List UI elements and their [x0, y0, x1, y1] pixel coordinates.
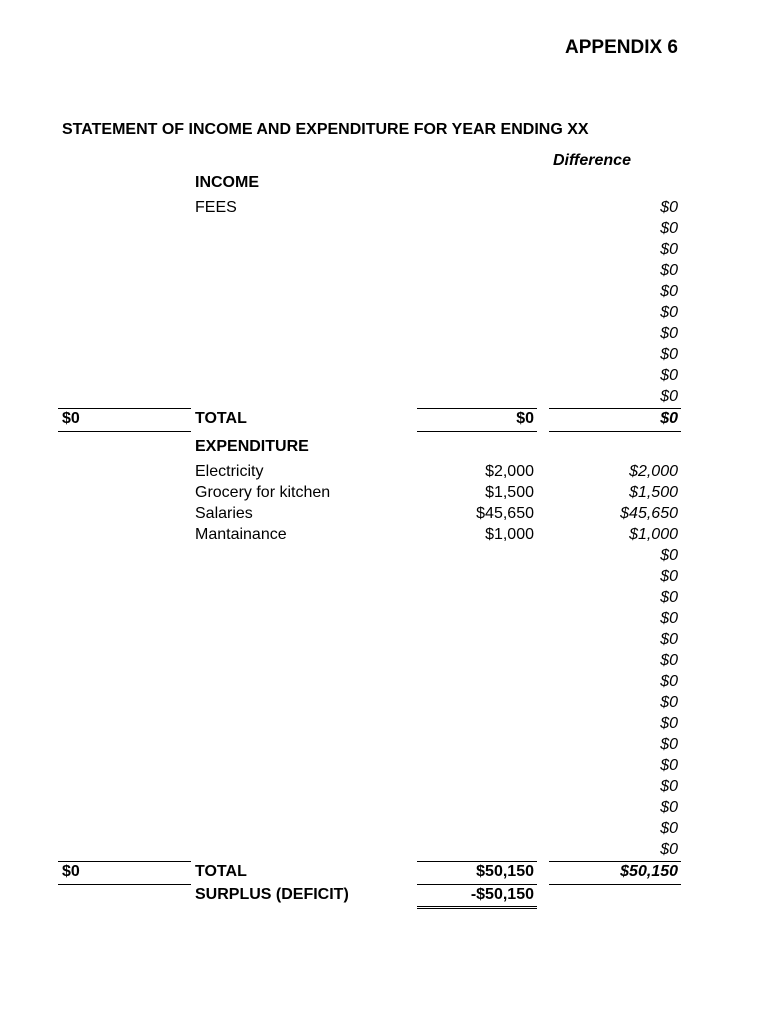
income-item-label: FEES: [195, 199, 237, 216]
income-total-label: TOTAL: [195, 410, 247, 427]
expenditure-item-difference: $0: [660, 694, 678, 711]
expenditure-item-difference: $0: [660, 799, 678, 816]
expenditure-item-difference: $0: [660, 547, 678, 564]
expenditure-item-difference: $0: [660, 673, 678, 690]
difference-header: Difference: [553, 152, 631, 169]
expenditure-item-difference: $0: [660, 610, 678, 627]
expenditure-item-label: Electricity: [195, 463, 264, 480]
expenditure-item-difference: $2,000: [629, 463, 678, 480]
expenditure-item-difference: $0: [660, 715, 678, 732]
income-heading: INCOME: [195, 174, 259, 191]
expenditure-item-difference: $1,000: [629, 526, 678, 543]
expenditure-item-difference: $0: [660, 589, 678, 606]
income-item-difference: $0: [660, 325, 678, 342]
income-total-left: $0: [62, 410, 80, 427]
income-item-difference: $0: [660, 346, 678, 363]
expenditure-item-difference: $0: [660, 568, 678, 585]
income-item-difference: $0: [660, 388, 678, 405]
income-total-difference: $0: [660, 410, 678, 427]
expenditure-item-label: Salaries: [195, 505, 253, 522]
expenditure-item-difference: $0: [660, 652, 678, 669]
expenditure-item-difference: $0: [660, 757, 678, 774]
appendix-label: APPENDIX 6: [565, 37, 678, 58]
expenditure-total-left-bottom-rule: [58, 884, 191, 885]
income-item-difference: $0: [660, 220, 678, 237]
income-total-left-bottom-rule: [58, 431, 191, 432]
expenditure-item-label: Mantainance: [195, 526, 287, 543]
expenditure-item-difference: $0: [660, 841, 678, 858]
statement-title: STATEMENT OF INCOME AND EXPENDITURE FOR YEAR ENDING XX: [62, 121, 589, 138]
expenditure-item-difference: $0: [660, 778, 678, 795]
expenditure-total-label: TOTAL: [195, 863, 247, 880]
income-item-difference: $0: [660, 262, 678, 279]
expenditure-item-difference: $1,500: [629, 484, 678, 501]
expenditure-item-difference: $0: [660, 820, 678, 837]
surplus-label: SURPLUS (DEFICIT): [195, 886, 349, 903]
expenditure-total-left: $0: [62, 863, 80, 880]
income-item-difference: $0: [660, 304, 678, 321]
expenditure-item-difference: $0: [660, 631, 678, 648]
income-total-amount-bottom-rule: [417, 431, 537, 432]
income-item-difference: $0: [660, 241, 678, 258]
expenditure-item-amount: $45,650: [476, 505, 534, 522]
surplus-double-rule: [417, 906, 537, 909]
income-item-difference: $0: [660, 199, 678, 216]
expenditure-item-label: Grocery for kitchen: [195, 484, 331, 501]
income-item-difference: $0: [660, 367, 678, 384]
expenditure-total-amount: $50,150: [476, 863, 534, 880]
expenditure-total-difference-bottom-rule: [549, 884, 681, 885]
expenditure-item-amount: $1,000: [485, 526, 534, 543]
surplus-amount: -$50,150: [470, 886, 534, 903]
expenditure-item-difference: $0: [660, 736, 678, 753]
expenditure-item-difference: $45,650: [620, 505, 678, 522]
expenditure-item-amount: $1,500: [485, 484, 534, 501]
expenditure-item-amount: $2,000: [485, 463, 534, 480]
expenditure-heading: EXPENDITURE: [195, 438, 309, 455]
income-total-amount: $0: [516, 410, 534, 427]
expenditure-total-difference: $50,150: [620, 863, 678, 880]
income-total-difference-bottom-rule: [549, 431, 681, 432]
income-item-difference: $0: [660, 283, 678, 300]
